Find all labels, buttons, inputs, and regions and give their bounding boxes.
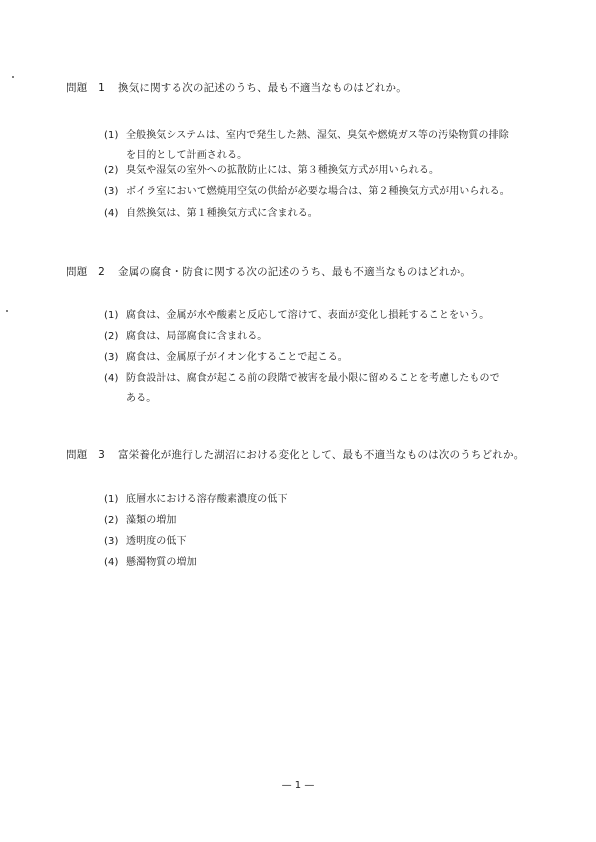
question-1-option-4 [104, 204, 318, 219]
question-3-heading [66, 447, 524, 462]
option-text: 腐食は、局部腐食に含まれる。 [126, 331, 268, 342]
option-text: ボイラ室において燃焼用空気の供給が必要な場合は、第２種換気方式が用いられる。 [126, 186, 510, 197]
option-number: (1) [104, 310, 119, 321]
option-text: 底層水における溶存酸素濃度の低下 [126, 494, 288, 505]
option-text: 自然換気は、第１種換気方式に含まれる。 [126, 208, 318, 219]
question-1-option-3 [104, 182, 510, 197]
option-number: (2) [104, 331, 119, 342]
option-number: (1) [104, 130, 119, 141]
option-number: (2) [104, 165, 119, 176]
question-2-option-3 [104, 348, 348, 363]
question-1-heading [66, 80, 407, 95]
option-text: 腐食は、金属が水や酸素と反応して溶けて、表面が変化し損耗することをいう。 [126, 310, 490, 321]
option-number: (4) [104, 208, 119, 219]
question-2-option-4 [104, 369, 500, 404]
question-2-stem: 金属の腐食・防食に関する次の記述のうち、最も不適当なものはどれか。 [118, 266, 472, 278]
option-text: 防食設計は、腐食が起こる前の段階で被害を最小限に留めることを考慮したもので [126, 373, 500, 384]
option-text: 藻類の増加 [126, 515, 177, 526]
option-text: 懸濁物質の増加 [126, 557, 197, 568]
question-3-option-2 [104, 511, 177, 526]
option-text: 腐食は、金属原子がイオン化することで起こる。 [126, 352, 348, 363]
option-number: (4) [104, 373, 119, 384]
question-2-option-1 [104, 306, 489, 321]
scan-speck [12, 76, 14, 78]
option-number: (2) [104, 515, 119, 526]
option-text: 臭気や湿気の室外への拡散防止には、第３種換気方式が用いられる。 [126, 165, 440, 176]
question-2-heading [66, 264, 471, 279]
option-number: (3) [104, 352, 119, 363]
question-1-option-2 [104, 161, 439, 176]
option-text: 透明度の低下 [126, 536, 187, 547]
question-3-option-1 [104, 490, 288, 505]
option-number: (4) [104, 557, 119, 568]
question-1-stem: 換気に関する次の記述のうち、最も不適当なものはどれか。 [118, 82, 407, 94]
question-1-option-1 [104, 126, 509, 161]
question-3-option-4 [104, 553, 197, 568]
option-text: 全般換気システムは、室内で発生した熱、湿気、臭気や燃焼ガス等の汚染物質の排除 [126, 130, 509, 141]
page-number: — 1 — [281, 780, 315, 791]
scan-speck [6, 310, 8, 312]
option-number: (3) [104, 186, 119, 197]
question-1-number: 問題 1 [66, 82, 105, 94]
option-number: (3) [104, 536, 119, 547]
question-3-stem: 富栄養化が進行した湖沼における変化として、最も不適当なものは次のうちどれか。 [118, 449, 525, 461]
question-2-option-2 [104, 327, 267, 342]
question-3-number: 問題 3 [66, 449, 105, 461]
option-text-continuation: を目的として計画される。 [126, 150, 248, 161]
question-2-number: 問題 2 [66, 266, 105, 278]
option-number: (1) [104, 494, 119, 505]
option-text-continuation: ある。 [126, 393, 157, 404]
question-3-option-3 [104, 532, 187, 547]
